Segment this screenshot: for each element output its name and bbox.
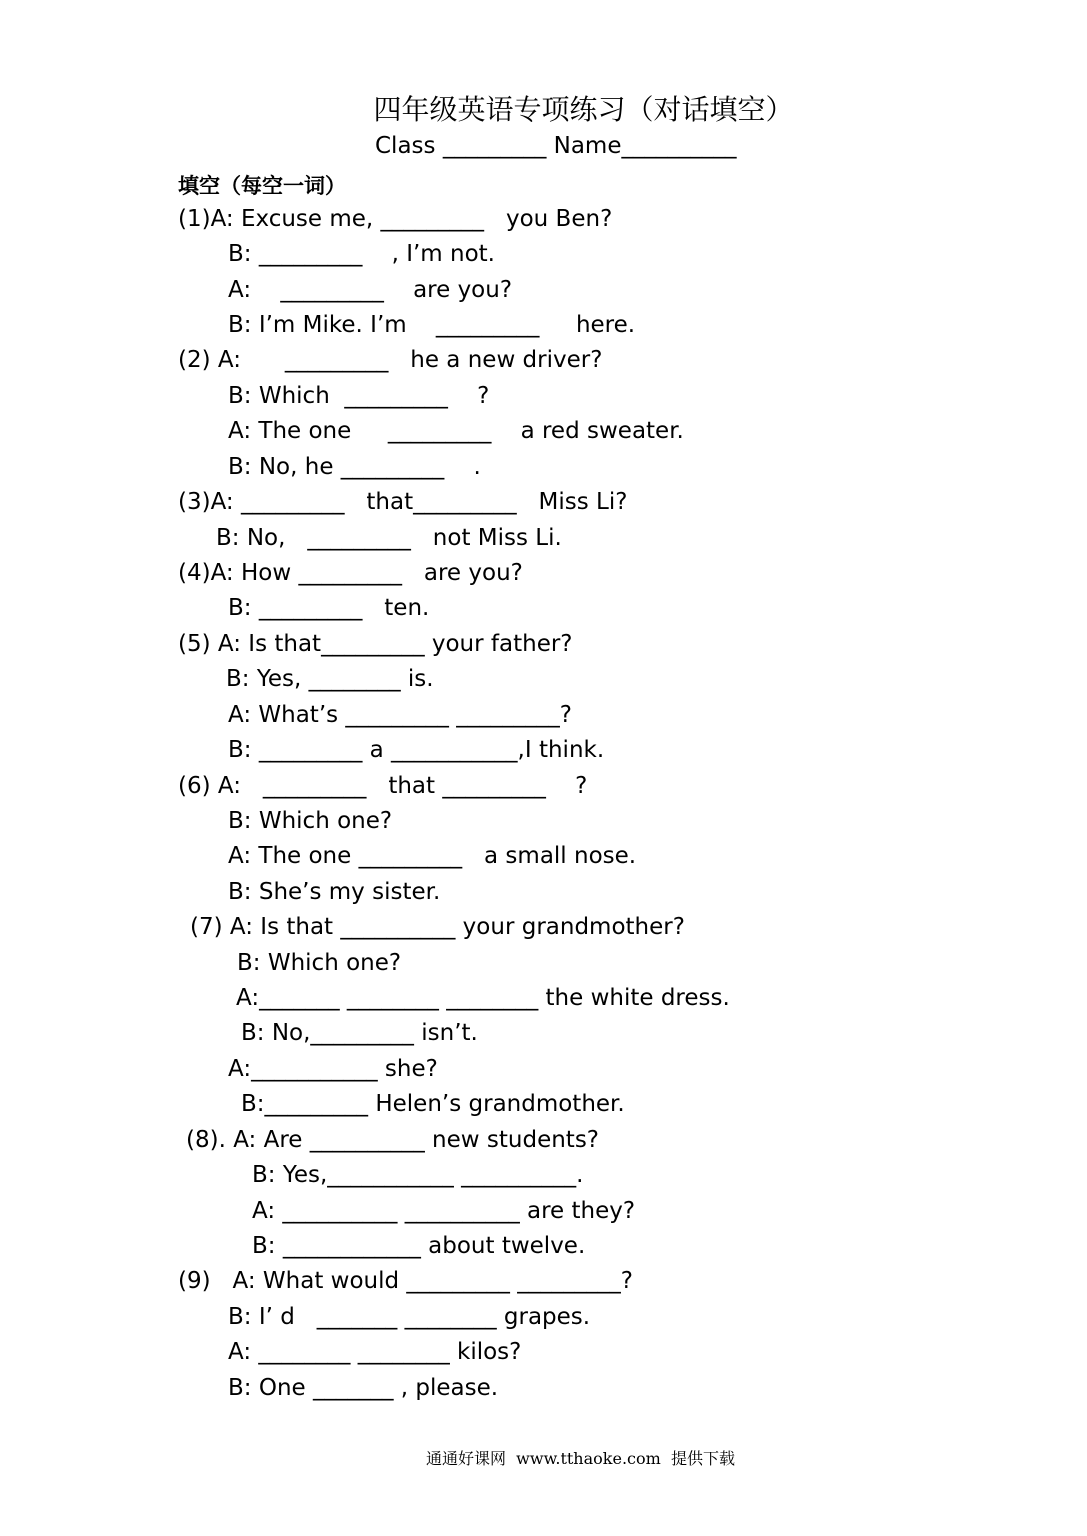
- exercise-line: B: No, _________ not Miss Li.: [216, 525, 562, 551]
- exercise-line: B: Yes, ________ is.: [226, 666, 434, 692]
- exercise-line: A: __________ __________ are they?: [252, 1198, 636, 1224]
- exercise-line: (5) A: Is that_________ your father?: [178, 631, 573, 657]
- exercise-line: (7) A: Is that __________ your grandmother?: [190, 914, 685, 940]
- exercise-line: B: No, he _________ .: [228, 454, 481, 480]
- exercise-line: (1)A: Excuse me, _________ you Ben?: [178, 206, 613, 232]
- exercise-line: B: She’s my sister.: [228, 879, 441, 905]
- exercise-line: (9) A: What would _________ _________?: [178, 1268, 633, 1294]
- section-heading: 填空（每空一词）: [178, 173, 346, 198]
- exercise-line: (2) A: _________ he a new driver?: [178, 347, 603, 373]
- exercise-line: (6) A: _________ that _________ ?: [178, 773, 588, 799]
- exercise-line: B: Which one?: [228, 808, 393, 834]
- class-name-line: Class _________ Name__________: [375, 133, 737, 159]
- footer-credit: 通通好课网 www.tthaoke.com 提供下载: [426, 1449, 735, 1468]
- exercise-line: A: ________ ________ kilos?: [228, 1339, 522, 1365]
- exercise-line: B: No,_________ isn’t.: [241, 1020, 478, 1046]
- exercise-line: A: The one _________ a small nose.: [228, 843, 637, 869]
- exercise-line: A:___________ she?: [228, 1056, 438, 1082]
- exercise-line: B: One _______ , please.: [228, 1375, 499, 1401]
- exercise-line: B: _________ , I’m not.: [228, 241, 495, 267]
- exercise-line: A: The one _________ a red sweater.: [228, 418, 684, 444]
- exercise-line: (4)A: How _________ are you?: [178, 560, 523, 586]
- exercise-line: B: _________ a ___________,I think.: [228, 737, 605, 763]
- exercise-line: (3)A: _________ that_________ Miss Li?: [178, 489, 628, 515]
- exercise-line: B: Yes,___________ __________.: [252, 1162, 584, 1188]
- exercise-line: (8). A: Are __________ new students?: [186, 1127, 600, 1153]
- exercise-line: B: Which one?: [237, 950, 402, 976]
- exercise-line: B:_________ Helen’s grandmother.: [241, 1091, 625, 1117]
- exercise-line: B: _________ ten.: [228, 595, 430, 621]
- exercise-line: B: I’ d _______ ________ grapes.: [228, 1304, 591, 1330]
- exercise-line: A: What’s _________ _________?: [228, 702, 572, 728]
- exercise-line: A: _________ are you?: [228, 277, 513, 303]
- page-title: 四年级英语专项练习（对话填空）: [373, 93, 794, 126]
- exercise-line: B: I’m Mike. I’m _________ here.: [228, 312, 636, 338]
- exercise-line: A:_______ ________ ________ the white dress.: [236, 985, 730, 1011]
- exercise-line: B: Which _________ ?: [228, 383, 490, 409]
- exercise-line: B: ____________ about twelve.: [252, 1233, 586, 1259]
